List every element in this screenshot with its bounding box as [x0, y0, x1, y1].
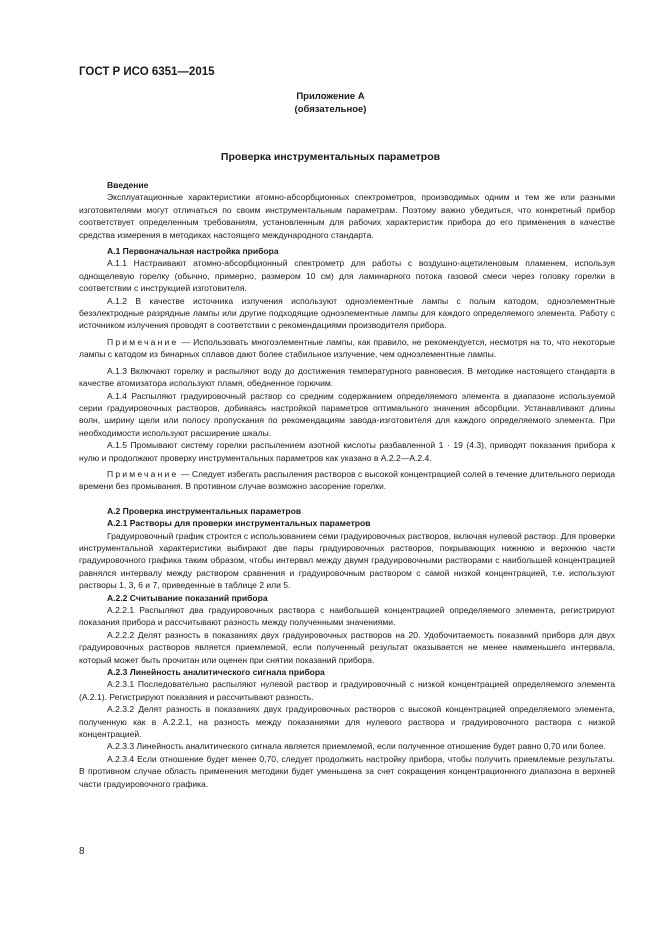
main-title: Проверка инструментальных параметров: [220, 151, 441, 163]
paragraph-a1-3: А.1.3 Включают горелку и распыляют воду до достижения температурного равновесия. В методике настоящего стандарта в качестве атомизатора используют пламя, обедненное горючим.: [79, 365, 615, 389]
section-a1-heading: А.1 Первоначальная настройка прибора: [107, 246, 279, 257]
page-number: 8: [79, 846, 85, 857]
document-body: [79, 179, 615, 790]
note-text: — Следует избегать распыления растворов с высокой концентрацией солей в течение длительного периода времени без промывания. В противном случае возможно засорение горелки.: [79, 468, 615, 492]
intro-heading: Введение: [107, 180, 149, 190]
paragraph-a2-2-1: А.2.2.1 Распыляют два градуировочных раствора с наибольшей концентрацией определяемого элемента, регистрируют показания прибора и рассчитывают разность между полученными значениями.: [79, 605, 615, 628]
note-label: Примечание: [107, 468, 179, 479]
paragraph-a2-3-3: А.2.3.3 Линейность аналитического сигнала является приемлемой, если полученное отношение будет равно 0,70 или более.: [107, 741, 606, 752]
paragraph-a1-1: А.1.1 Настраивают атомно-абсорбционный спектрометр для работы с воздушно-ацетиленовым пламенем, используя однощелевую горелку (обычно, примерно, размером 10 см) для ламинарного потока газовой смеси через головку горелки в соответствии с инструкцией изготовителя.: [79, 258, 615, 294]
section-a2-1-heading: А.2.1 Растворы для проверки инструментальных параметров: [107, 518, 371, 529]
paragraph-a2-3-2: А.2.3.2 Делят разность в показаниях двух градуировочных растворов с высокой концентрацией определяемого элемента, полученную как в А.2.2.1, на разность между показаниями для нулевого раствора и градуировочного раствора с низкой концентрацией.: [79, 704, 615, 740]
paragraph-a2-3-1: А.2.3.1 Последовательно распыляют нулевой раствор и градуировочный с низкой концентрацией определяемого элемента (А.2.1). Регистрируют показания и рассчитывают разность.: [79, 679, 615, 702]
section-a2-3-heading: А.2.3 Линейность аналитического сигнала прибора: [107, 667, 325, 678]
note-2: [79, 468, 615, 493]
document-header: ГОСТ Р ИСО 6351—2015: [79, 66, 215, 78]
paragraph-a1-5: А.1.5 Промывают систему горелки распылением азотной кислоты разбавленной 1 · 19 (4.3), приводят показания прибора к нулю и продолжают проверку инструментальных параметров как указано в А.2.2—А.2.4.: [79, 440, 615, 463]
paragraph-a1-2: А.1.2 В качестве источника излучения используют одноэлементные лампы с полым катодом, одноэлементные безэлектродные разрядные лампы или другие подходящие одноэлементные лампы для каждого определяемого элемента. Работу с источником излучения проводят в соответствии с рекомендациями производителя прибора.: [79, 295, 615, 331]
appendix-title: Приложение А: [296, 91, 365, 102]
note-label: Примечание: [107, 336, 179, 347]
paragraph-a2-2-2: А.2.2.2 Делят разность в показаниях двух градуировочных растворов на 20. Удобочитаемость показаний прибора для двух градуировочных растворов является приемлемой, если полученный результат оказывается не менее наименьшего интервала, который может быть прочитан или оценен при снятии показаний прибора.: [79, 629, 615, 665]
note-text: — Использовать многоэлементные лампы, как правило, не рекомендуется, несмотря на то, что некоторые лампы с катодом из бинарных сплавов дают более стабильное излучение, чем одноэлементные лампы.: [79, 336, 615, 360]
appendix-subtitle: (обязательное): [294, 104, 367, 115]
section-a2-heading: А.2 Проверка инструментальных параметров: [107, 505, 302, 516]
paragraph-a1-4: А.1.4 Распыляют градуировочный раствор со средним содержанием определяемого элемента в диапазоне используемой серии градуировочных растворов, добиваясь настройкой параметров оптимального значения абсорбции. Устанавливают длины волн, ширину щели или полосу пропускания по рекомендациям завода-изготовителя для каждого определяемого элемента. При необходимости используют расширение шкалы.: [79, 390, 615, 438]
note-1: [79, 336, 615, 361]
intro-paragraph: Эксплуатационные характеристики атомно-абсорбционных спектрометров, производимых одним и тем же или разными изготовителями могут отличаться по своим инструментальным параметрам. Поэтому важно убедиться, что конкретный прибор соответствует определенным требованиям, установленным для рабочих характеристик прибора до его применения в качестве средства измерения в методиках настоящего международного стандарта.: [79, 192, 615, 240]
paragraph-a2-1: Градуировочный график строится с использованием семи градуировочных растворов, включая нулевой раствор. Для проверки инструментальной характеристики выбирают две пары градуировочных растворов, покрывающих нижнюю и верхнюю части градуировочного графика таким образом, чтобы интервал между двумя градуировочными растворами с наибольшей концентрацией равнялся интервалу между раствором сравнения и градуировочным раствором с самой низкой концентрацией, т.е. используют растворы 1, 3, 6 и 7, приведенные в таблице 2 или 5.: [79, 530, 615, 591]
section-a2-2-heading: А.2.2 Считывание показаний прибора: [107, 592, 268, 603]
paragraph-a2-3-4: А.2.3.4 Если отношение будет менее 0,70, следует продолжить настройку прибора, чтобы получить приемлемые результаты. В противном случае область применения методики будет уменьшена за счет сокращения концентрационного диапазона в верхней части градуировочного графика.: [79, 753, 615, 789]
